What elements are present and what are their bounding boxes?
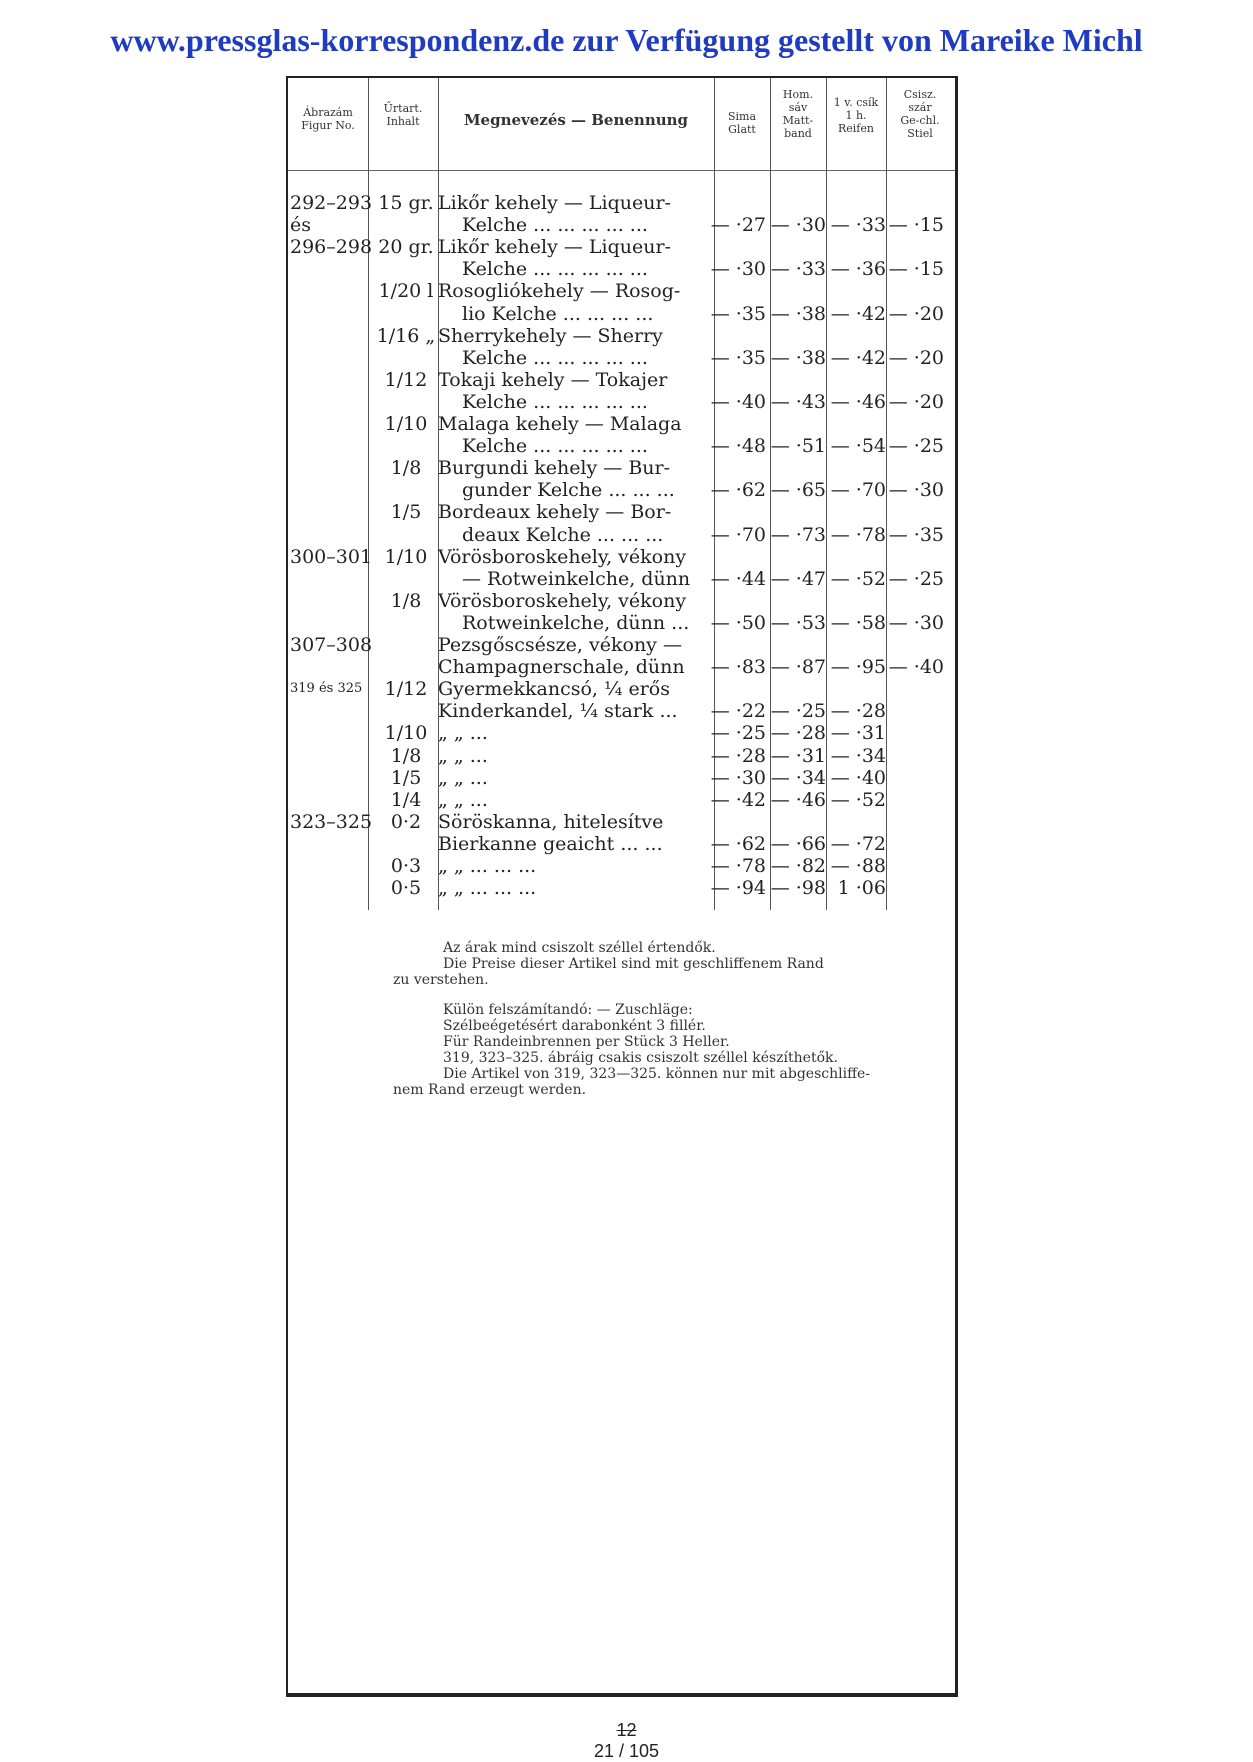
price-cell: — ·27: [710, 214, 766, 237]
price-cell: — ·82: [770, 855, 826, 877]
table-row: [288, 303, 955, 325]
table-row: [288, 347, 955, 369]
price-cell: — ·28: [710, 744, 766, 767]
table-row: [288, 568, 955, 590]
price-cell: — ·88: [830, 855, 886, 877]
price-cell: — ·87: [770, 656, 826, 679]
item-name-cell: Vörösboroskehely, vékony: [438, 545, 687, 568]
price-cell: — ·40: [710, 390, 766, 413]
item-name-cell: „ „ ...: [438, 744, 488, 767]
item-name-cell: Pezsgőscsésze, vékony —: [438, 634, 682, 656]
item-name-cell: Champagnerschale, dünn: [438, 656, 685, 679]
content-cell: 1/10: [384, 722, 428, 745]
item-name-cell: Rotweinkelche, dünn ...: [462, 611, 690, 634]
price-cell: — ·72: [830, 832, 886, 855]
table-row: [288, 501, 955, 523]
table-row: [288, 678, 955, 700]
item-name-cell: Gyermekkancsó, ¼ erős: [438, 678, 670, 701]
item-name-cell: Likőr kehely — Liqueur-: [438, 236, 671, 259]
item-name-cell: Kelche ... ... ... ... ...: [462, 214, 648, 237]
table-row: [288, 590, 955, 612]
item-name-cell: Kelche ... ... ... ... ...: [462, 258, 648, 281]
price-cell: 1 ·06: [837, 877, 886, 900]
content-cell: 1/12: [384, 368, 428, 391]
table-row: [288, 214, 955, 236]
price-cell: — ·35: [888, 523, 944, 546]
price-cell: — ·20: [888, 346, 944, 369]
page-number-old: 12: [616, 1720, 637, 1740]
price-cell: — ·42: [830, 346, 886, 369]
col-name: Megnevezés — Benennung: [463, 111, 689, 129]
item-name-cell: Burgundi kehely — Bur-: [438, 457, 671, 480]
item-name-cell: Kinderkandel, ¼ stark ...: [438, 700, 678, 723]
price-cell: — ·33: [830, 214, 886, 237]
table-row: [288, 325, 955, 347]
table-row: [288, 524, 955, 546]
price-cell: — ·42: [710, 788, 766, 811]
content-cell: 1/8: [390, 457, 422, 480]
price-cell: — ·31: [770, 744, 826, 767]
col-content: Űrtart. Inhalt: [383, 102, 423, 128]
table-row: [288, 833, 955, 855]
item-name-cell: deaux Kelche ... ... ...: [462, 523, 664, 546]
content-cell: 1/16 „: [376, 324, 436, 347]
price-cell: — ·30: [710, 766, 766, 789]
note-line: 319, 323–325. ábráig csakis csiszolt széllel készíthetők.: [443, 1050, 838, 1066]
price-cell: — ·15: [888, 258, 944, 281]
price-cell: — ·20: [888, 390, 944, 413]
content-cell: 1/12: [384, 678, 428, 701]
figure-number-cell: és: [290, 214, 311, 237]
item-name-cell: „ „ ...: [438, 766, 488, 789]
price-cell: — ·46: [830, 390, 886, 413]
table-row: [288, 767, 955, 789]
content-cell: 0·5: [390, 877, 422, 900]
notes: [393, 940, 933, 1098]
price-cell: — ·40: [830, 766, 886, 789]
item-name-cell: Vörösboroskehely, vékony: [438, 589, 687, 612]
note-line: Az árak mind csiszolt széllel értendők.: [443, 940, 716, 956]
price-cell: — ·65: [770, 479, 826, 502]
price-cell: — ·25: [888, 435, 944, 458]
table-row: [288, 435, 955, 457]
figure-number-cell: 323–325: [290, 810, 373, 833]
price-cell: — ·43: [770, 390, 826, 413]
table-row: [288, 391, 955, 413]
price-cell: — ·52: [830, 567, 886, 590]
col-mattband: Hom. sáv Matt- band: [782, 88, 814, 140]
price-cell: — ·70: [830, 479, 886, 502]
price-cell: — ·62: [710, 832, 766, 855]
price-cell: — ·78: [710, 855, 766, 877]
table-row: [288, 789, 955, 811]
price-cell: — ·34: [770, 766, 826, 789]
price-cell: — ·33: [770, 258, 826, 281]
price-cell: — ·94: [710, 877, 766, 900]
price-cell: — ·30: [770, 214, 826, 237]
content-cell: 1/10: [384, 413, 428, 435]
item-name-cell: lio Kelche ... ... ... ...: [462, 302, 654, 325]
price-cell: — ·22: [710, 700, 766, 723]
item-name-cell: Kelche ... ... ... ... ...: [462, 346, 648, 369]
price-cell: — ·53: [770, 611, 826, 634]
table-row: [288, 236, 955, 258]
item-name-cell: „ „ ...: [438, 788, 488, 811]
table-row: [288, 280, 955, 302]
content-cell: 15 gr.: [378, 192, 434, 214]
content-cell: 1/8: [390, 589, 422, 612]
price-cell: — ·52: [830, 788, 886, 811]
item-name-cell: Söröskanna, hitelesítve: [438, 810, 664, 833]
table-row: [288, 722, 955, 744]
content-cell: 20 gr.: [378, 236, 434, 259]
price-cell: — ·44: [710, 567, 766, 590]
price-cell: — ·35: [710, 346, 766, 369]
price-cell: — ·38: [770, 302, 826, 325]
content-cell: 1/20 l: [378, 280, 434, 303]
item-name-cell: „ „ ... ... ...: [438, 855, 537, 877]
content-cell: 0·2: [390, 810, 422, 833]
price-cell: — ·66: [770, 832, 826, 855]
price-cell: — ·50: [710, 611, 766, 634]
price-cell: — ·78: [830, 523, 886, 546]
content-cell: 1/4: [390, 788, 422, 811]
page-number-current: 21 / 105: [593, 1741, 660, 1761]
table-header: [288, 78, 955, 171]
item-name-cell: Malaga kehely — Malaga: [438, 413, 682, 435]
content-cell: 1/5: [390, 766, 422, 789]
table-row: [288, 546, 955, 568]
item-name-cell: Likőr kehely — Liqueur-: [438, 192, 671, 214]
note-line: nem Rand erzeugt werden.: [393, 1082, 587, 1098]
item-name-cell: Kelche ... ... ... ... ...: [462, 390, 648, 413]
figure-number-cell: 300–301: [290, 545, 373, 568]
table-row: [288, 192, 955, 214]
item-name-cell: gunder Kelche ... ... ...: [462, 479, 675, 502]
price-cell: — ·51: [770, 435, 826, 458]
note-line: Szélbeégetésért darabonként 3 fillér.: [443, 1018, 706, 1034]
figure-number-cell: 296–298: [290, 236, 373, 259]
price-cell: — ·38: [770, 346, 826, 369]
col-glatt: Sima Glatt: [727, 110, 757, 136]
price-cell: — ·20: [888, 302, 944, 325]
price-cell: — ·46: [770, 788, 826, 811]
price-cell: — ·73: [770, 523, 826, 546]
price-cell: — ·30: [710, 258, 766, 281]
price-cell: — ·31: [830, 722, 886, 745]
price-cell: — ·58: [830, 611, 886, 634]
page-number: [0, 1720, 1253, 1762]
table-row: [288, 457, 955, 479]
price-cell: — ·70: [710, 523, 766, 546]
note-line: Die Artikel von 319, 323—325. können nur mit abgeschliffe-: [443, 1066, 871, 1082]
price-cell: — ·98: [770, 877, 826, 900]
price-cell: — ·25: [710, 722, 766, 745]
table-row: [288, 258, 955, 280]
table-row: [288, 479, 955, 501]
item-name-cell: Bierkanne geaicht ... ...: [438, 832, 663, 855]
price-cell: — ·30: [888, 479, 944, 502]
price-table: [286, 76, 958, 1697]
price-cell: — ·35: [710, 302, 766, 325]
figure-number-cell: 307–308: [290, 634, 373, 656]
item-name-cell: Sherrykehely — Sherry: [438, 324, 663, 347]
table-row: [288, 700, 955, 722]
table-row: [288, 634, 955, 656]
price-cell: — ·40: [888, 656, 944, 679]
price-cell: — ·83: [710, 656, 766, 679]
price-cell: — ·30: [888, 611, 944, 634]
item-name-cell: „ „ ...: [438, 722, 488, 745]
price-cell: — ·25: [888, 567, 944, 590]
content-cell: 1/8: [390, 744, 422, 767]
header-url[interactable]: www.pressglas-korrespondenz.de zur Verfügung gestellt von Mareike Michl: [110, 22, 1143, 58]
note-line: Külön felszámítandó: — Zuschläge:: [443, 1002, 693, 1018]
note-line: zu verstehen.: [393, 972, 489, 988]
item-name-cell: Kelche ... ... ... ... ...: [462, 435, 648, 458]
content-cell: 0·3: [390, 855, 422, 877]
price-cell: — ·36: [830, 258, 886, 281]
table-row: [288, 855, 955, 877]
price-cell: — ·25: [770, 700, 826, 723]
note-line: Für Randeinbrennen per Stück 3 Heller.: [443, 1034, 730, 1050]
col-figure: Ábrazám Figur No.: [301, 106, 355, 132]
figure-number-cell: 319 és 325: [290, 681, 363, 697]
table-row: [288, 811, 955, 833]
table-row: [288, 369, 955, 391]
table-row: [288, 877, 955, 899]
price-cell: — ·47: [770, 567, 826, 590]
price-cell: — ·62: [710, 479, 766, 502]
price-cell: — ·15: [888, 214, 944, 237]
col-stiel: Csisz. szár Ge-chl. Stiel: [900, 88, 940, 140]
price-cell: — ·42: [830, 302, 886, 325]
price-cell: — ·28: [770, 722, 826, 745]
table-row: [288, 413, 955, 435]
item-name-cell: Tokaji kehely — Tokajer: [438, 368, 668, 391]
item-name-cell: — Rotweinkelche, dünn: [462, 567, 691, 590]
item-name-cell: Bordeaux kehely — Bor-: [438, 501, 672, 524]
col-reifen: 1 v. csík 1 h. Reifen: [833, 96, 879, 135]
price-cell: — ·95: [830, 656, 886, 679]
item-name-cell: Rosogliókehely — Rosog-: [438, 280, 681, 303]
price-cell: — ·28: [830, 700, 886, 723]
item-name-cell: „ „ ... ... ...: [438, 877, 537, 900]
price-cell: — ·54: [830, 435, 886, 458]
note-line: Die Preise dieser Artikel sind mit geschliffenem Rand: [443, 956, 824, 972]
price-cell: — ·48: [710, 435, 766, 458]
table-row: [288, 612, 955, 634]
table-row: [288, 656, 955, 678]
table-row: [288, 745, 955, 767]
figure-number-cell: 292–293: [290, 192, 373, 214]
price-cell: — ·34: [830, 744, 886, 767]
content-cell: 1/5: [390, 501, 422, 524]
content-cell: 1/10: [384, 545, 428, 568]
